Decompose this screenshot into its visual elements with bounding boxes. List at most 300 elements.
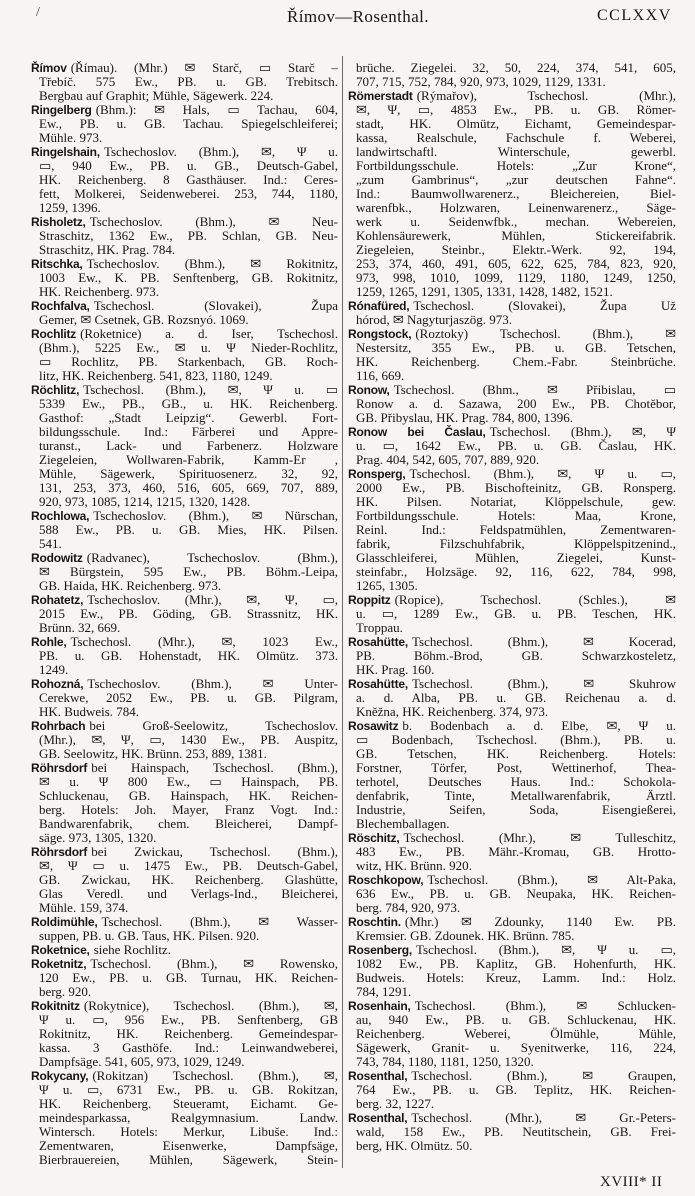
entry-text: werk u. Seidenwfbk., mechan. Webereien, [356,215,676,229]
entry-line [348,733,676,747]
entry-text: Cerekwe, 2052 Ew., PB. u. GB. Pilgram, [39,691,338,705]
entry-text: ✉, Ψ ▭ u. 1475 Ew., PB. Deutsch-Gabel, [39,859,338,873]
entry-line [348,621,676,635]
entry-text: Mühle, Sägewerk, Spirituosenerz. 32, 92, [39,467,338,481]
directory-entry [348,719,676,831]
entry-text: berg. 920. [39,985,92,999]
entry-line [348,747,676,761]
entry-text: Tschechosl. (Bhm., ✉ Přibislau, ▭ [393,383,676,397]
directory-entry [348,383,676,425]
entry-text: Mühle. 159, 374. [39,901,129,915]
entry-line [348,537,676,551]
entry-headword: Röchlitz, [31,383,80,397]
entry-text: Glasschleiferei, Mühlen, Ziegelei, Kunst- [356,551,676,565]
left-column [31,61,338,1167]
entry-line [348,1139,676,1153]
entry-text: ✉ Bürgstein, 595 Ew., PB. Böhm.-Leipa, [39,565,338,579]
entry-line [31,901,338,915]
entry-headword: Ringelshain, [31,145,100,159]
entry-line [348,873,676,887]
entry-line [348,887,676,901]
entry-line [348,523,676,537]
entry-text: Bandwarenfabrik, chem. Bleicherei, Dampf- [39,817,338,831]
entry-line [31,131,338,145]
entry-headword: Ronow bei Časlau, [348,425,486,439]
entry-headword: Rokitnitz [31,999,80,1013]
directory-entry [348,1069,676,1111]
entry-text: HK. Reichenberg. 973. [39,285,159,299]
entry-text: HK. Reichenberg. Steueramt, Eichamt. Ge- [39,1097,338,1111]
entry-text: 131, 253, 373, 460, 516, 605, 669, 707, 889, [39,481,338,495]
entry-text: ✉, Ψ, ▭, 4853 Ew., PB. u. GB. Römer- [356,103,676,117]
entry-line [348,999,676,1013]
entry-text: (Radvanec), Tschechoslov. (Bhm.), [86,551,338,565]
entry-text: 920, 973, 1085, 1214, 1215, 1320, 1428. [39,495,251,509]
entry-line [31,887,338,901]
entry-text: 973, 998, 1010, 1099, 1129, 1180, 1249, 1250, [356,271,676,285]
entry-text: Tschechosl. (Bhm.), ✉, Ψ u. ▭ [83,383,338,397]
page-number: CCLXXV [597,7,672,24]
entry-line [31,439,338,453]
entry-line [348,635,676,649]
entry-line [348,313,676,327]
entry-text: „zum Gambrinus“, „zur deutschen Fahne“. [356,173,676,187]
entry-text: ▭, 940 Ew., PB. u. GB., Deutsch-Gabel, [39,159,338,173]
entry-line [348,89,676,103]
running-head: Římov—Rosenthal. [287,7,429,26]
entry-text: Straschitz, HK. Prag. 784. [39,243,176,257]
entry-text: Kněžna, HK. Reichenberg. 374, 973. [356,705,549,719]
entry-line [31,201,338,215]
entry-headword: Ronow, [348,383,390,397]
directory-entry [348,873,676,915]
entry-headword: Rosenthal, [348,1069,408,1083]
entry-line [348,1097,676,1111]
entry-line [31,299,338,313]
entry-text: HK. Prag. 160. [356,663,435,677]
entry-text: Tschechosl. (Bhm.), ✉, Ψ u. ▭, [416,943,676,957]
entry-headword: Římov [31,61,67,75]
entry-text: denfabrik, Tinte, Metallwarenfabrik, Ärztl. [356,789,676,803]
entry-line [31,103,338,117]
entry-text: Zementwaren, Eisenwerke, Dampfsäge, [39,1139,338,1153]
entry-headword: Rochlitz [31,327,77,341]
entry-line [31,789,338,803]
entry-text: bildungsschule. Ind.: Färberei und Appre- [39,425,338,439]
directory-entry [348,677,676,719]
entry-text: Nestersitz, 355 Ew., PB. u. GB. Tetschen, [356,341,676,355]
entry-line [31,663,338,677]
entry-text: Třebíč. 575 Ew., PB. u. GB. Trebitsch. [39,75,338,89]
entry-text: bei Groß-Seelowitz, Tschechoslov. [89,719,338,733]
entry-line [31,915,338,929]
entry-line [31,593,338,607]
entry-text: Ew., PB. u. GB. Tachau. Spiegelschleiferei; [39,117,338,131]
entry-line [348,299,676,313]
entry-line [348,1013,676,1027]
entry-line [31,859,338,873]
entry-text: hórod, ✉ Nagyturjaszög. 973. [356,313,513,327]
entry-text: landwirtschaftl. Winterschule, gewerbl. [356,145,676,159]
entry-line [31,873,338,887]
entry-headword: Roketnice, [31,943,90,957]
entry-text: (Mhr.), ✉, Ψ, ▭, 1430 Ew., PB. Auspitz, [39,733,338,747]
entry-line [348,929,676,943]
entry-text: Tschechosl. (Bhm.), ✉, Ψ [489,425,676,439]
entry-text: au, 940 Ew., PB. u. GB. Schluckenau, HK. [356,1013,676,1027]
entry-line [348,915,676,929]
entry-line [348,901,676,915]
entry-text: ▭ Rochlitz, PB. Starkenbach, GB. Roch- [39,355,338,369]
entry-text: berg, HK. Olmütz. 50. [356,1139,473,1153]
entry-headword: Roppitz [348,593,391,607]
directory-entry [348,915,676,943]
entry-text: steinfabr., Holzsäge. 92, 116, 622, 784, 998, [356,565,676,579]
entry-line [31,313,338,327]
entry-line [348,509,676,523]
entry-text: kassa, Realschule, Fachschule f. Weberei, [356,131,676,145]
entry-text: (Bhm.), 5225 Ew., ✉ u. Ψ Nieder-Rochlitz, [39,341,338,355]
entry-text: Glas Veredl. und Verlags-Ind., Bleicherei, [39,887,338,901]
entry-text: 5339 Ew., PB., GB., u. HK. Reichenberg. [39,397,338,411]
entry-line [348,467,676,481]
entry-line [31,579,338,593]
entry-line [31,187,338,201]
entry-text: berg. 784, 920, 973. [356,901,461,915]
entry-line [348,145,676,159]
directory-entry [31,383,338,509]
entry-text: 743, 784, 1180, 1181, 1250, 1320. [356,1055,534,1069]
entry-line [31,523,338,537]
entry-line [31,775,338,789]
directory-entry [31,635,338,677]
entry-headword: Rohozná, [31,677,84,691]
directory-entry [348,327,676,383]
entry-line [31,1153,338,1167]
entry-line [348,453,676,467]
entry-headword: Rosahütte, [348,635,409,649]
entry-line [348,201,676,215]
entry-line [348,425,676,439]
entry-text: Tschechoslov. (Bhm.), ✉, Ψ u. [103,145,338,159]
entry-text: 541. [39,537,62,551]
entry-line [348,1055,676,1069]
directory-entry [348,467,676,593]
entry-line [348,327,676,341]
entry-line [348,439,676,453]
entry-line [31,495,338,509]
entry-headword: Rohle, [31,635,67,649]
entry-text: witz, HK. Brünn. 920. [356,859,472,873]
entry-line [31,1055,338,1069]
entry-text: brüche. Ziegelei. 32, 50, 224, 374, 541, 605, [356,61,676,75]
entry-text: berg. 32, 1227. [356,1097,435,1111]
entry-text: a. d. Alba, PB. u. GB. Reichenau a. d. [356,691,676,705]
entry-line [348,1027,676,1041]
entry-line [31,397,338,411]
entry-text: PB. Böhm.-Brod, GB. Schwarzkosteletz, [356,649,676,663]
entry-line [31,383,338,397]
entry-line [348,243,676,257]
entry-text: HK. Budweis. 784. [39,705,140,719]
entry-text: Wintersch. Hotels: Merkur, Libuše. Ind.: [39,1125,338,1139]
entry-text: 1249. [39,663,69,677]
entry-text: Tschechoslov. (Bhm.), ✉ Nürschan, [93,509,338,523]
entry-text: Bergbau auf Graphit; Mühle, Sägewerk. 224. [39,89,274,103]
right-column [348,61,676,1153]
entry-line [348,355,676,369]
directory-entry [31,677,338,719]
entry-text: Tschechosl. (Mhr.), ✉ Tulleschitz, [403,831,676,845]
entry-line [348,775,676,789]
entry-text: (Bhm.): ✉ Hals, ▭ Tachau, 604, [95,103,338,117]
entry-line [31,999,338,1013]
entry-text: Rokitnitz, HK. Reichenberg. Gemeindespar- [39,1027,338,1041]
directory-entry [31,257,338,299]
entry-text: Tschechosl. (Mhr.), ✉ Gr.-Peters- [411,1111,676,1125]
entry-text: Tschechoslov. (Bhm.), ✉ Rokitnitz, [86,257,338,271]
entry-line [31,369,338,383]
entry-line [348,215,676,229]
entry-text: u. ▭, 1289 Ew., GB. u. PB. Teschen, HK. [356,607,676,621]
entry-text: b. Bodenbach a. d. Elbe, ✉, Ψ u. [402,719,676,733]
entry-line [348,663,676,677]
entry-headword: Roschtin. [348,915,401,929]
entry-headword: Rosahütte, [348,677,409,691]
entry-line [348,117,676,131]
entry-line [31,747,338,761]
entry-headword: Ringelberg [31,103,92,117]
entry-line [348,285,676,299]
entry-headword: Röhrsdorf [31,761,88,775]
entry-line [348,61,676,75]
entry-text: Tschechosl. (Slovakei), Župa Už [413,299,676,313]
entry-line [31,985,338,999]
entry-line [31,89,338,103]
directory-entry [31,327,338,383]
entry-line [31,929,338,943]
entry-text: Tschechosl. (Bhm.), ✉ Skuhrow [412,677,676,691]
entry-line [31,1111,338,1125]
entry-text: GB. Zwickau, HK. Reichenberg. Glashütte, [39,873,338,887]
entry-text: ▭ Bodenbach, Tschechosl. (Bhm.), PB. u. [356,733,676,747]
entry-headword: Rohatetz, [31,593,84,607]
entry-text: Tschechosl. (Bhm.), ✉, Ψ u. ▭, [409,467,676,481]
entry-text: Bierbrauereien, Mühlen, Sägewerk, Stein- [39,1153,338,1167]
entry-text: GB. Tetschen, HK. Reichenberg. Hotels: [356,747,676,761]
entry-text: Tschechosl. (Mhr.), ✉, 1023 Ew., [70,635,338,649]
directory-entry [31,719,338,761]
entry-line [348,1125,676,1139]
entry-line [31,537,338,551]
directory-entry [31,915,338,943]
entry-line [348,845,676,859]
entry-line [348,481,676,495]
entry-text: Kohlensäurewerk, Mühlen, Stickereifabrik. [356,229,676,243]
entry-text: 707, 715, 752, 784, 920, 973, 1029, 1129, 1331. [356,75,606,89]
entry-text: Brünn. 32, 669. [39,621,121,635]
entry-line [31,75,338,89]
entry-text: siehe Rochlitz. [93,943,171,957]
entry-line [31,229,338,243]
entry-text: 636 Ew., PB. u. GB. Neupaka, HK. Reichen- [356,887,676,901]
entry-line [31,509,338,523]
directory-entry [348,61,676,89]
entry-line [31,957,338,971]
entry-text: 116, 669. [356,369,405,383]
entry-headword: Römerstadt [348,89,413,103]
entry-text: Budweis. Hotels: Kreuz, Lamm. Ind.: Holz. [356,971,676,985]
entry-text: Gasthof: „Stadt Leipzig“. Gewerbl. Fort- [39,411,338,425]
directory-entry [31,761,338,845]
entry-line [348,789,676,803]
entry-line [31,145,338,159]
entry-text: suppen, PB. u. GB. Taus, HK. Pilsen. 920. [39,929,260,943]
entry-text: ✉ u. Ψ 800 Ew., ▭ Hainspach, PB. [39,775,338,789]
entry-line [348,341,676,355]
directory-entry [348,635,676,677]
entry-text: Schluckenau, GB. Hainspach, HK. Reichen- [39,789,338,803]
directory-entry [348,1111,676,1153]
entry-text: Tschechosl. (Slovakei), Župa [93,299,338,313]
entry-line [31,61,338,75]
entry-line [31,831,338,845]
entry-text: 2015 Ew., PB. Göding, GB. Strassnitz, HK. [39,607,338,621]
directory-entry [31,957,338,999]
entry-text: Reichenberg. Weberei, Ölmühle, Mühle, [356,1027,676,1041]
entry-text: Fortbildungsschule. Hotels: „Zur Krone“, [356,159,676,173]
entry-line [31,761,338,775]
entry-line [31,355,338,369]
entry-line [348,593,676,607]
entry-line [348,761,676,775]
entry-line [348,1069,676,1083]
entry-text: fabrik, Filzschuhfabrik, Klöppelspitzenind., [356,537,676,551]
entry-headword: Rongstock, [348,327,412,341]
entry-text: meindesparkassa, Realgymnasium. Landw. [39,1111,338,1125]
directory-entry [31,145,338,215]
entry-text: 1259, 1396. [39,201,101,215]
entry-text: stadt, HK. Olmütz, Eichamt, Gemeindespar- [356,117,676,131]
entry-headword: Rosenhain, [348,999,411,1013]
entry-line [31,1069,338,1083]
entry-text: PB. u. GB. Hohenstadt, HK. Olmütz. 373. [39,649,338,663]
entry-text: GB. Seelowitz, HK. Brünn. 253, 889, 1381. [39,747,267,761]
entry-text: Tschechosl. (Bhm.), ✉ Alt-Paka, [427,873,676,887]
entry-line [31,565,338,579]
entry-text: Ziegeleien, Steinbr., Elektr.-Werk. 92, 194, [356,243,676,257]
entry-line [31,271,338,285]
directory-entry [348,593,676,635]
entry-text: Ψ u. ▭, 956 Ew., PB. Senftenberg, GB [39,1013,338,1027]
entry-text: (Ropice), Tschechosl. (Schles.), ✉ [394,593,676,607]
entry-text: (Mhr.) ✉ Zdounky, 1140 Ew. PB. [404,915,676,929]
entry-text: Tschechosl. (Bhm.), ✉ Kocerad, [412,635,676,649]
entry-text: 2000 Ew., PB. Bischofteinitz, GB. Ronsperg. [356,481,676,495]
entry-text: Fortbildungsschule. Hotels: Maa, Krone, [356,509,676,523]
directory-entry [31,1069,338,1167]
entry-headword: Rónafüred, [348,299,410,313]
entry-text: Ziegeleien, Wollwaren-Fabrik, Kamm-Er , [39,453,338,467]
entry-line [348,971,676,985]
entry-text: HK. Reichenberg. Chem.-Fabr. Steinbrüche. [356,355,676,369]
directory-entry [31,215,338,257]
entry-text: 588 Ew., PB. u. GB. Mies, HK. Pilsen. [39,523,338,537]
entry-headword: Rohrbach [31,719,86,733]
entry-text: Kremsier. GB. Zdounek. HK. Brünn. 785. [356,929,575,943]
entry-text: 1265, 1305. [356,579,418,593]
entry-headword: Rosenthal, [348,1111,408,1125]
entry-line [348,229,676,243]
entry-text: Mühle. 973. [39,131,103,145]
entry-text: Tschechosl. (Bhm.), ✉ Schlucken- [414,999,676,1013]
entry-line [348,943,676,957]
entry-line [31,691,338,705]
entry-text: bei Hainspach, Tschechosl. (Bhm.), [91,761,338,775]
entry-line [31,173,338,187]
entry-line [31,243,338,257]
directory-entry [31,103,338,145]
entry-headword: Roschkopow, [348,873,424,887]
entry-line [31,719,338,733]
directory-entry [348,831,676,873]
entry-line [31,1041,338,1055]
entry-headword: Risholetz, [31,215,86,229]
entry-headword: Ronsperg, [348,467,406,481]
entry-text: säge. 973, 1305, 1320. [39,831,157,845]
entry-text: 1259, 1265, 1291, 1305, 1331, 1428, 1482, 1521. [356,285,613,299]
entry-text: HK. Pilsen. Notariat, Klöppelschule, gew. [356,495,676,509]
entry-text: (Římau). (Mhr.) ✉ Starč, ▭ Starč – [70,61,338,75]
entry-line [31,1027,338,1041]
entry-text: turanst., Lack- und Farbenerz. Holzware [39,439,338,453]
entry-headword: Ritschka, [31,257,83,271]
entry-headword: Röhrsdorf [31,845,88,859]
entry-text: Gemer, ✉ Csetnek, GB. Rozsnyó. 1069. [39,313,249,327]
margin-mark: / [36,5,40,20]
entry-line [348,985,676,999]
entry-text: 483 Ew., PB. Mähr.-Kromau, GB. Hrotto- [356,845,676,859]
entry-headword: Rosenberg, [348,943,413,957]
entry-headword: Rokycany, [31,1069,89,1083]
entry-line [31,803,338,817]
directory-entry [31,999,338,1069]
entry-line [31,1125,338,1139]
entry-line [348,75,676,89]
entry-text: Tschechoslov. (Mhr.), ✉, Ψ, ▭, [87,593,338,607]
entry-headword: Roldimühle, [31,915,98,929]
entry-text: Tschechosl. (Bhm.), ✉ Wasser- [101,915,338,929]
entry-line [348,131,676,145]
entry-text: u. ▭, 1642 Ew., PB. u. GB. Časlau, HK. [356,439,676,453]
entry-text: Reinl. Ind.: Feldspatmühlen, Zementwaren- [356,523,676,537]
entry-line [348,565,676,579]
entry-line [31,481,338,495]
entry-headword: Rosawitz [348,719,399,733]
entry-text: Tschechoslov. (Bhm.), ✉ Neu- [89,215,338,229]
entry-line [348,1083,676,1097]
directory-entry [31,551,338,593]
entry-line [348,607,676,621]
entry-line [31,257,338,271]
entry-line [348,1111,676,1125]
entry-line [348,1041,676,1055]
entry-text: Blechemballagen. [356,817,450,831]
entry-text: terhotel, Deutsches Haus. Ind.: Schokola- [356,775,676,789]
directory-entry [31,943,338,957]
entry-line [348,173,676,187]
entry-text: Ronow a. d. Sazawa, 200 Ew., PB. Chotěbor, [356,397,676,411]
